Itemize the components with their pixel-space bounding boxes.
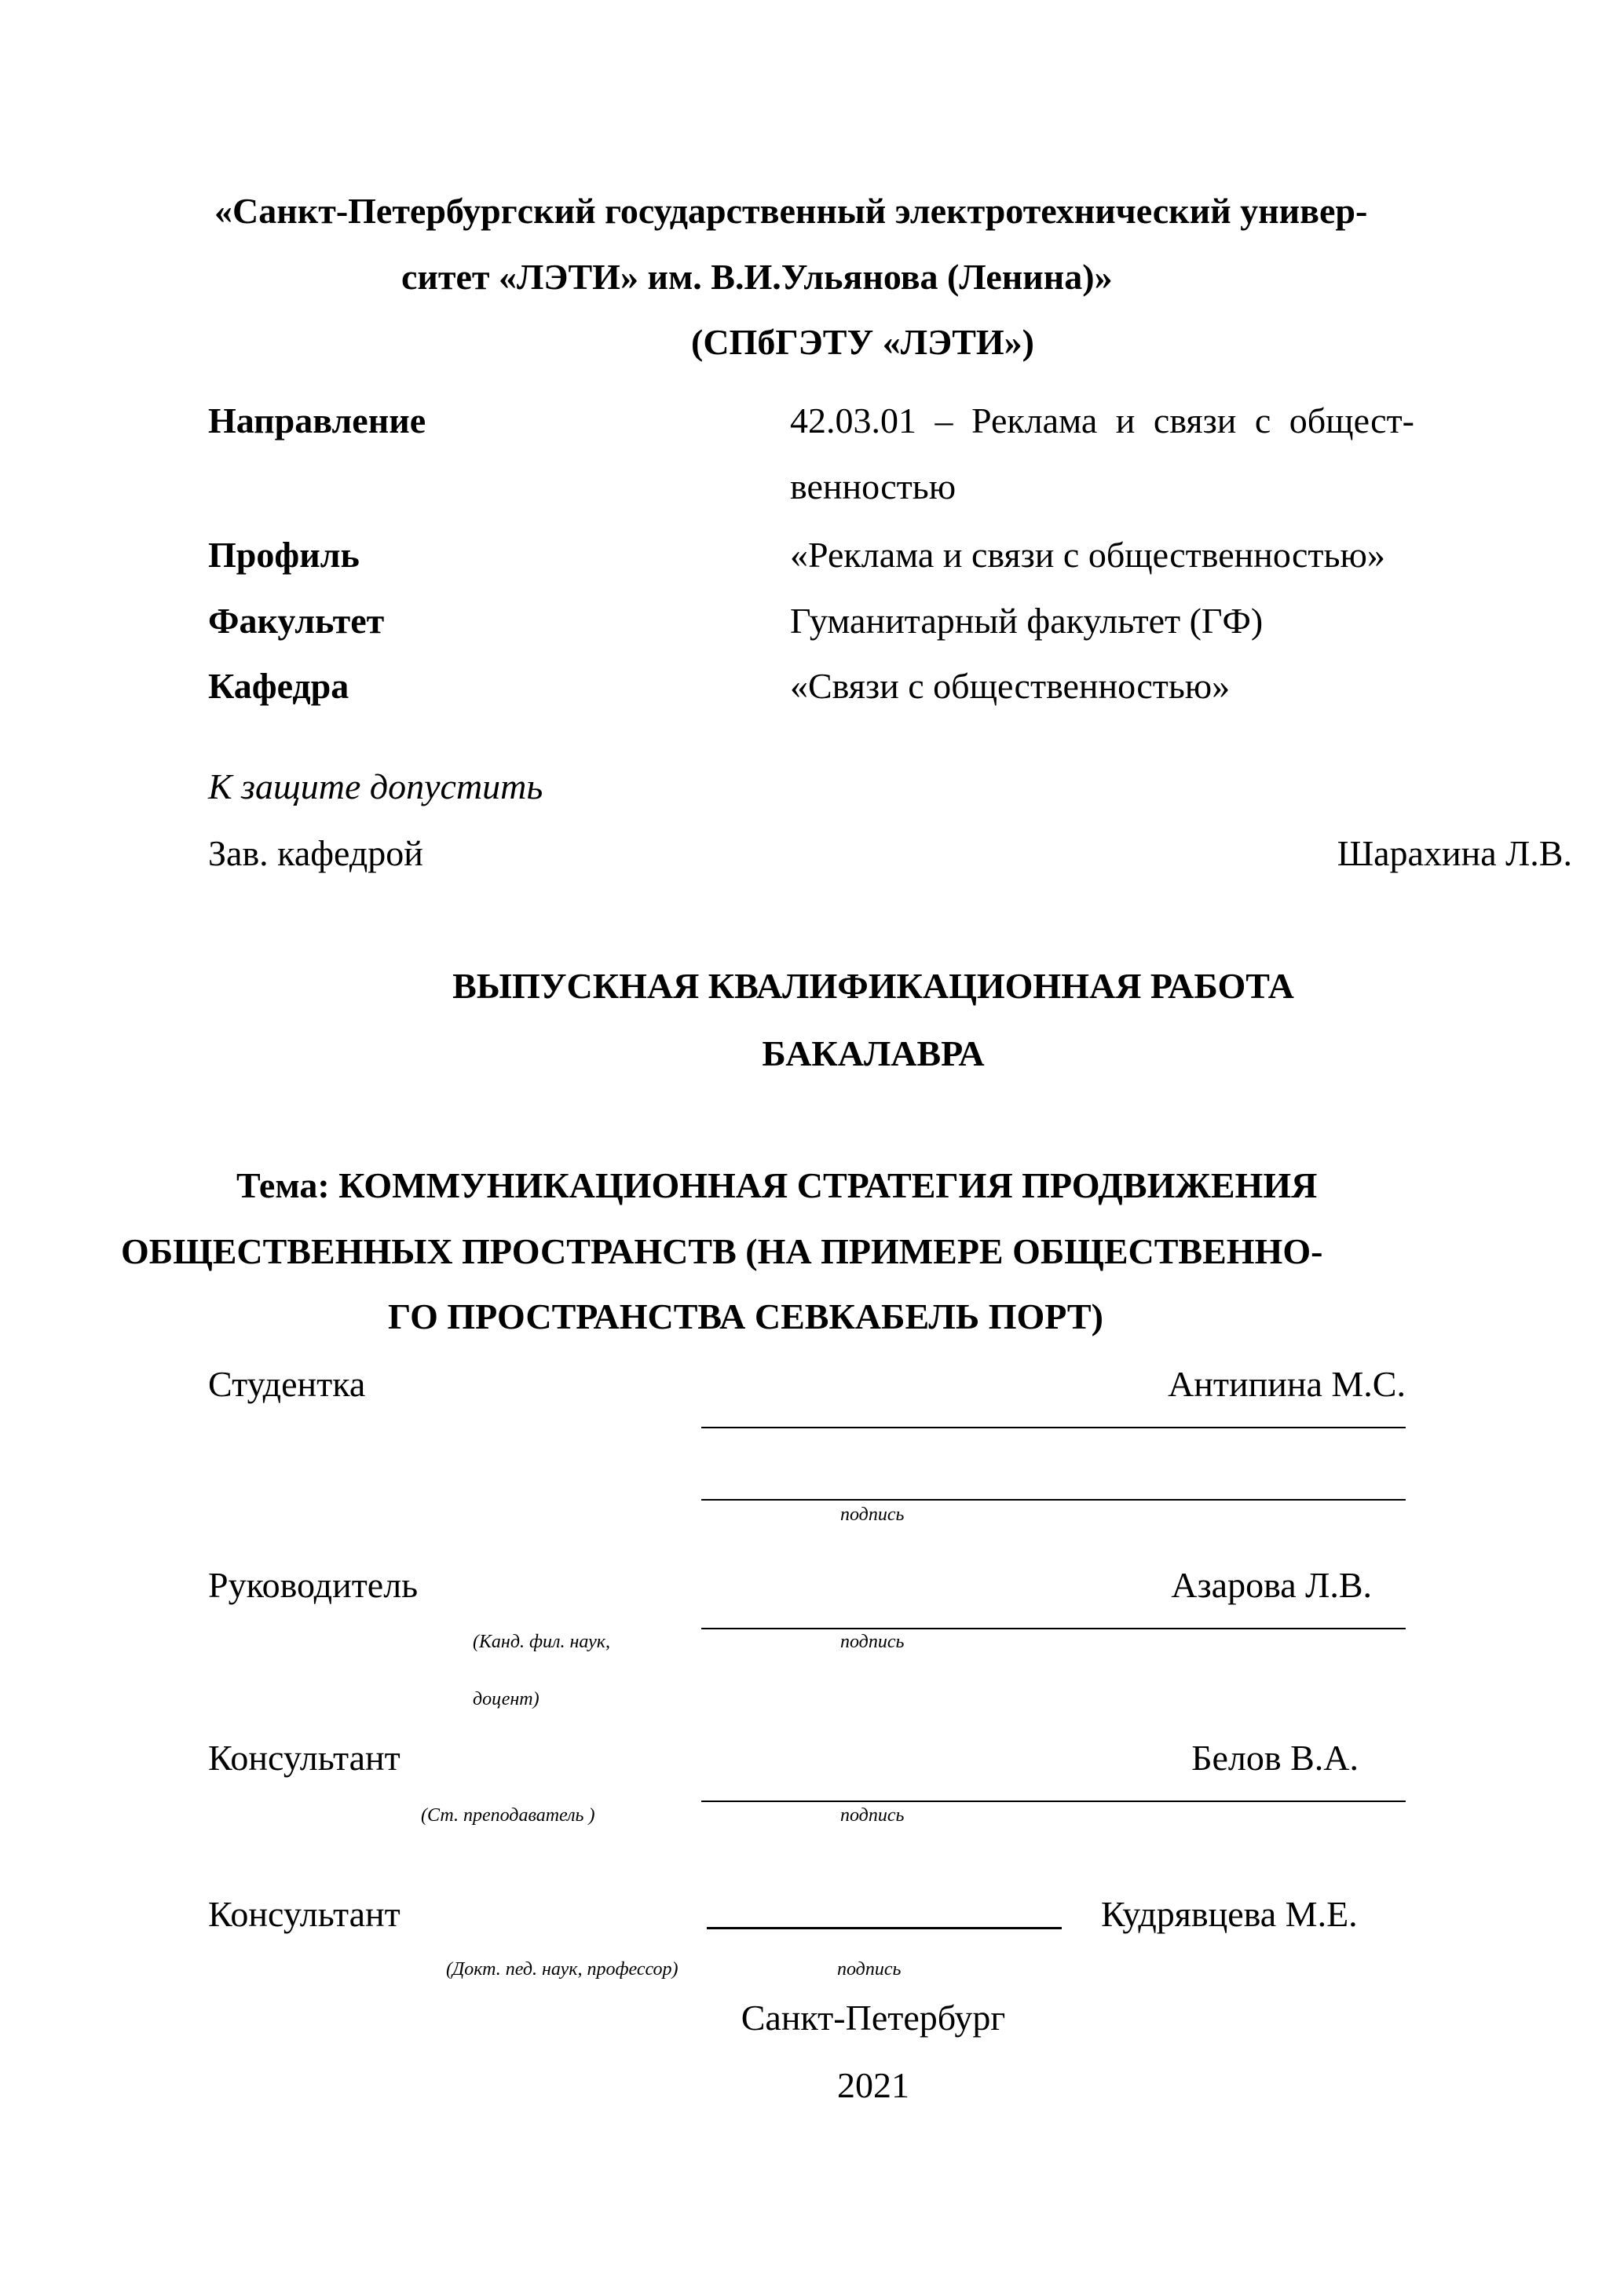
year: 2021 <box>837 2065 909 2105</box>
topic-line3: ГО ПРОСТРАНСТВА СЕВКАБЕЛЬ ПОРТ) <box>388 1296 1103 1336</box>
consultant1-role: Консультант <box>208 1738 401 1778</box>
direction-label: Направление <box>208 400 426 441</box>
consultant2-role: Консультант <box>208 1894 401 1934</box>
profile-label: Профиль <box>208 535 360 575</box>
direction-value: 42.03.01 – Реклама и связи с общест- <box>790 400 1414 441</box>
consultant1-signature-caption: подпись <box>840 1805 905 1826</box>
supervisor-name: Азарова Л.В. <box>1171 1565 1372 1605</box>
department-label: Кафедра <box>208 666 349 706</box>
student-name: Антипина М.С. <box>1168 1364 1406 1404</box>
university-name-line1: «Санкт-Петербургский государственный электротехнический универ- <box>214 191 1368 231</box>
student-role: Студентка <box>208 1364 366 1404</box>
consultant2-signature-caption: подпись <box>837 1959 902 1980</box>
profile-value: «Реклама и связи с общественностью» <box>790 535 1385 575</box>
consultant1-degree: (Ст. преподаватель ) <box>421 1805 595 1826</box>
consultant2-signature-line <box>707 1927 1062 1929</box>
city: Санкт-Петербург <box>741 1998 1006 2038</box>
university-name-line2: ситет «ЛЭТИ» им. В.И.Ульянова (Ленина)» <box>401 257 1113 297</box>
work-title-line2: БАКАЛАВРА <box>762 1033 985 1073</box>
supervisor-signature-caption: подпись <box>840 1632 905 1652</box>
topic-line1: Тема: КОММУНИКАЦИОННАЯ СТРАТЕГИЯ ПРОДВИЖЕНИЯ <box>236 1165 1318 1205</box>
university-abbreviation: (СПбГЭТУ «ЛЭТИ») <box>691 322 1034 362</box>
supervisor-role: Руководитель <box>208 1565 419 1605</box>
faculty-label: Факультет <box>208 601 385 641</box>
head-of-department-name: Шарахина Л.В. <box>1337 833 1572 873</box>
topic-line2: ОБЩЕСТВЕННЫХ ПРОСТРАНСТВ (НА ПРИМЕРЕ ОБЩЕСТВЕННО- <box>121 1231 1323 1271</box>
consultant2-degree: (Докт. пед. наук, профессор) <box>446 1959 678 1980</box>
consultant1-name: Белов В.А. <box>1191 1738 1359 1778</box>
consultant1-signature-line <box>701 1801 1406 1802</box>
work-title-line1: ВЫПУСКНАЯ КВАЛИФИКАЦИОННАЯ РАБОТА <box>452 966 1294 1006</box>
supervisor-degree-line1: (Канд. фил. наук, <box>473 1632 610 1652</box>
supervisor-degree-line2: доцент) <box>473 1689 540 1709</box>
supervisor-signature-line <box>701 1628 1406 1629</box>
faculty-value: Гуманитарный факультет (ГФ) <box>790 601 1264 641</box>
head-of-department-label: Зав. кафедрой <box>208 833 423 873</box>
student-name-line <box>701 1427 1406 1428</box>
student-signature-line <box>701 1499 1406 1501</box>
student-signature-caption: подпись <box>840 1504 905 1525</box>
consultant2-name: Кудрявцева М.Е. <box>1101 1894 1358 1934</box>
direction-value-cont: венностью <box>790 466 956 506</box>
department-value: «Связи с общественностью» <box>790 666 1231 706</box>
admit-to-defense: К защите допустить <box>208 766 543 806</box>
